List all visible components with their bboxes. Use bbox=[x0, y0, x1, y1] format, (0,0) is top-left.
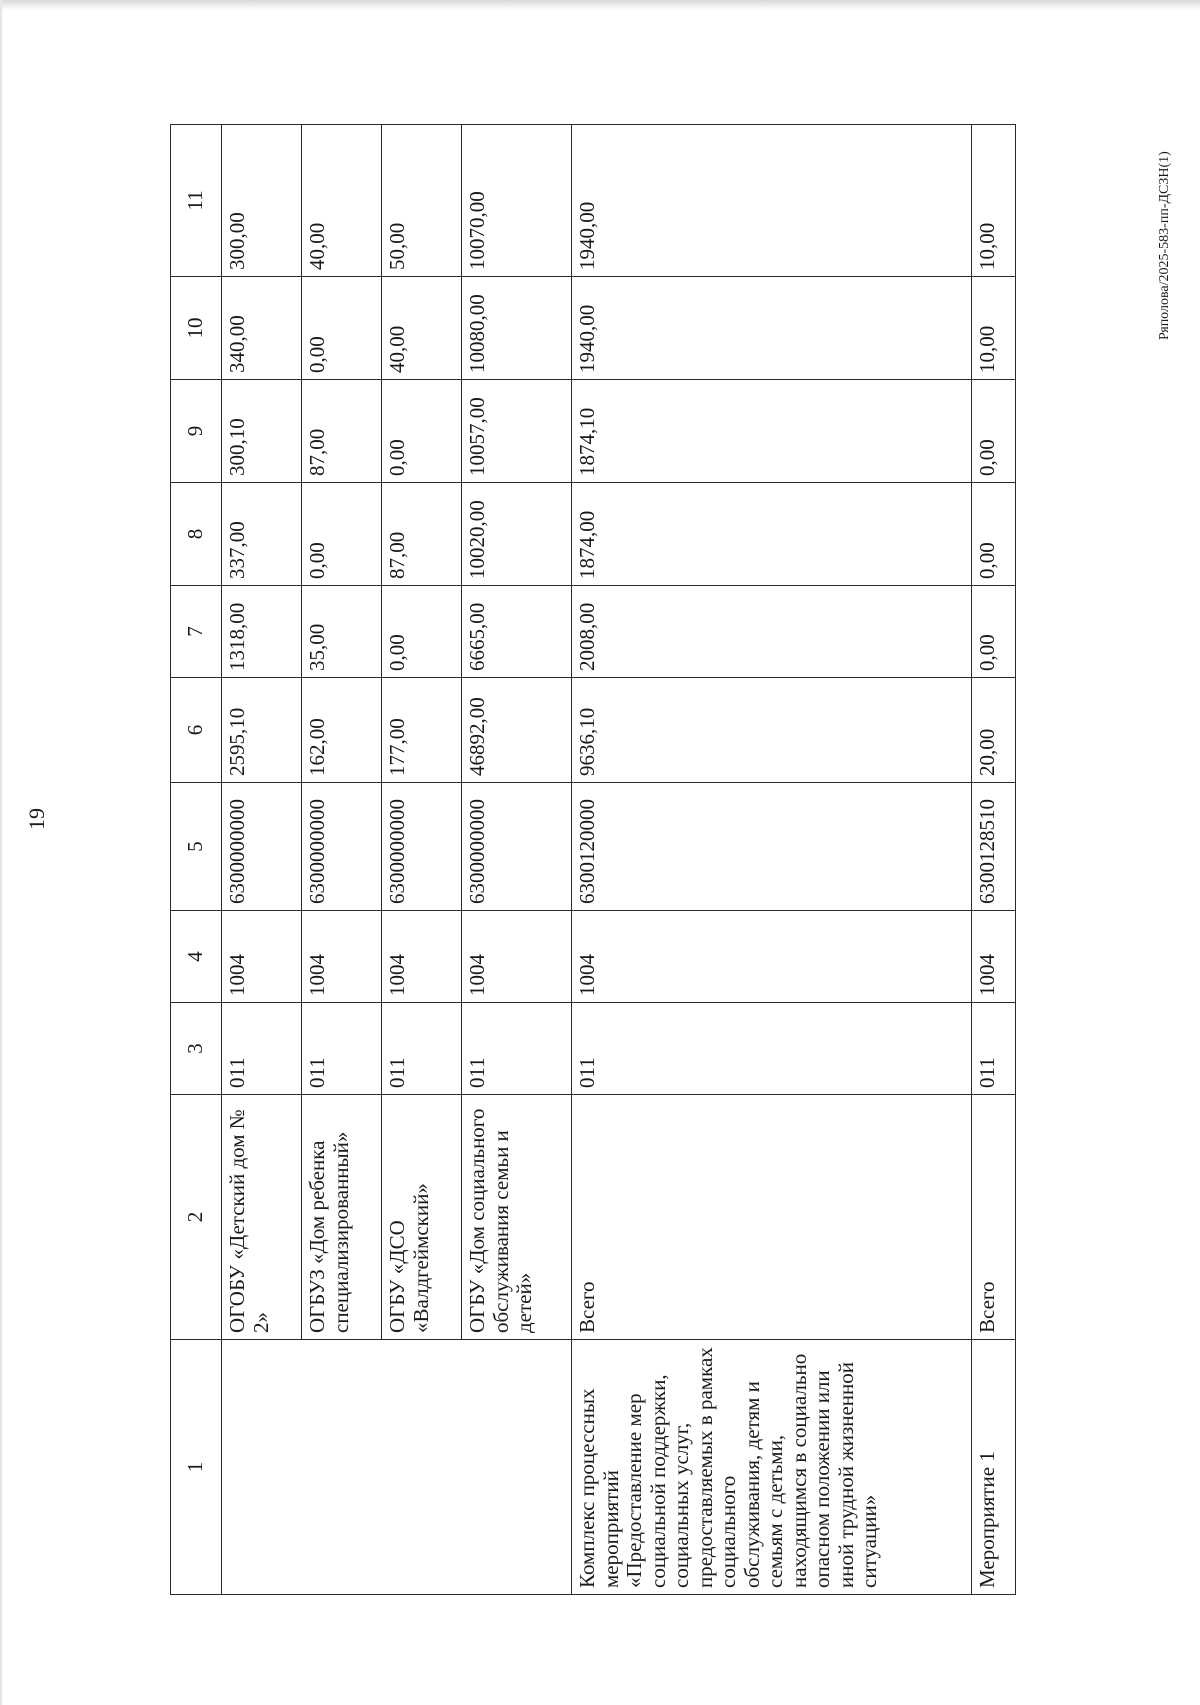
value-cell: 6300128510 bbox=[972, 783, 1016, 911]
value-cell: 10,00 bbox=[972, 277, 1016, 380]
budget-table bbox=[170, 124, 1016, 1595]
value-cell: 1940,00 bbox=[572, 125, 972, 277]
value-cell: 6665,00 bbox=[462, 586, 572, 678]
table-container bbox=[170, 124, 1016, 1595]
value-cell: 6300120000 bbox=[572, 783, 972, 911]
header-cell: 2 bbox=[171, 1095, 222, 1340]
value-cell: 2008,00 bbox=[572, 586, 972, 678]
header-cell: 3 bbox=[171, 1003, 222, 1095]
value-cell: 6300000000 bbox=[462, 783, 572, 911]
value-cell: 40,00 bbox=[382, 277, 462, 380]
value-cell: 1004 bbox=[572, 911, 972, 1003]
header-cell: 11 bbox=[171, 125, 222, 277]
value-cell: 011 bbox=[222, 1003, 302, 1095]
value-cell: 10057,00 bbox=[462, 380, 572, 483]
value-cell: 0,00 bbox=[302, 277, 382, 380]
executor-cell: Всего bbox=[972, 1095, 1016, 1340]
value-cell: 340,00 bbox=[222, 277, 302, 380]
value-cell: 10070,00 bbox=[462, 125, 572, 277]
header-cell: 9 bbox=[171, 380, 222, 483]
scan-edge-top bbox=[0, 0, 1200, 10]
value-cell: 1874,10 bbox=[572, 380, 972, 483]
value-cell: 0,00 bbox=[972, 380, 1016, 483]
executor-cell: ОГБУЗ «Дом ребенка специализированный» bbox=[302, 1095, 382, 1340]
value-cell: 0,00 bbox=[382, 380, 462, 483]
header-cell: 10 bbox=[171, 277, 222, 380]
executor-cell: ОГОБУ «Детский дом № 2» bbox=[222, 1095, 302, 1340]
value-cell: 011 bbox=[572, 1003, 972, 1095]
value-cell: 6300000000 bbox=[302, 783, 382, 911]
value-cell: 9636,10 bbox=[572, 678, 972, 783]
value-cell: 1318,00 bbox=[222, 586, 302, 678]
program-cell: Мероприятие 1 bbox=[972, 1340, 1016, 1595]
program-cell bbox=[222, 1340, 572, 1595]
value-cell: 2595,10 bbox=[222, 678, 302, 783]
value-cell: 87,00 bbox=[382, 483, 462, 586]
value-cell: 300,00 bbox=[222, 125, 302, 277]
value-cell: 35,00 bbox=[302, 586, 382, 678]
value-cell: 0,00 bbox=[302, 483, 382, 586]
value-cell: 40,00 bbox=[302, 125, 382, 277]
value-cell: 1874,00 bbox=[572, 483, 972, 586]
table-row bbox=[572, 125, 972, 1595]
value-cell: 20,00 bbox=[972, 678, 1016, 783]
value-cell: 1004 bbox=[382, 911, 462, 1003]
value-cell: 6300000000 bbox=[382, 783, 462, 911]
value-cell: 10080,00 bbox=[462, 277, 572, 380]
executor-cell: Всего bbox=[572, 1095, 972, 1340]
value-cell: 87,00 bbox=[302, 380, 382, 483]
value-cell: 50,00 bbox=[382, 125, 462, 277]
header-cell: 6 bbox=[171, 678, 222, 783]
value-cell: 1004 bbox=[462, 911, 572, 1003]
value-cell: 6300000000 bbox=[222, 783, 302, 911]
executor-cell: ОГБУ «ДСО «Валдгеймский» bbox=[382, 1095, 462, 1340]
header-cell: 1 bbox=[171, 1340, 222, 1595]
table-row bbox=[972, 125, 1016, 1595]
scan-edge-left bbox=[0, 0, 2, 1705]
page-number: 19 bbox=[24, 808, 49, 830]
value-cell: 337,00 bbox=[222, 483, 302, 586]
table-header-row bbox=[171, 125, 222, 1595]
value-cell: 011 bbox=[462, 1003, 572, 1095]
value-cell: 10020,00 bbox=[462, 483, 572, 586]
header-cell: 4 bbox=[171, 911, 222, 1003]
table-row bbox=[222, 125, 302, 1595]
header-cell: 8 bbox=[171, 483, 222, 586]
value-cell: 0,00 bbox=[382, 586, 462, 678]
value-cell: 300,10 bbox=[222, 380, 302, 483]
value-cell: 0,00 bbox=[972, 586, 1016, 678]
value-cell: 1004 bbox=[222, 911, 302, 1003]
value-cell: 1004 bbox=[972, 911, 1016, 1003]
program-cell: Комплекс процессных мероприятий «Предоставление мер социальной поддержки, социальных услуг, предоставляемых в рамках социального обслуживания, детям и семьям с детьми, находящимся в социально опасном положении или иной трудной жизненной ситуации» bbox=[572, 1340, 972, 1595]
value-cell: 10,00 bbox=[972, 125, 1016, 277]
executor-cell: ОГБУ «Дом социального обслуживания семьи и детей» bbox=[462, 1095, 572, 1340]
value-cell: 1004 bbox=[302, 911, 382, 1003]
value-cell: 011 bbox=[302, 1003, 382, 1095]
value-cell: 011 bbox=[972, 1003, 1016, 1095]
header-cell: 5 bbox=[171, 783, 222, 911]
value-cell: 46892,00 bbox=[462, 678, 572, 783]
value-cell: 011 bbox=[382, 1003, 462, 1095]
value-cell: 0,00 bbox=[972, 483, 1016, 586]
document-id: Ряполова/2025-583-пп-ДСЗН(1) bbox=[1157, 151, 1172, 340]
header-cell: 7 bbox=[171, 586, 222, 678]
value-cell: 177,00 bbox=[382, 678, 462, 783]
value-cell: 162,00 bbox=[302, 678, 382, 783]
value-cell: 1940,00 bbox=[572, 277, 972, 380]
